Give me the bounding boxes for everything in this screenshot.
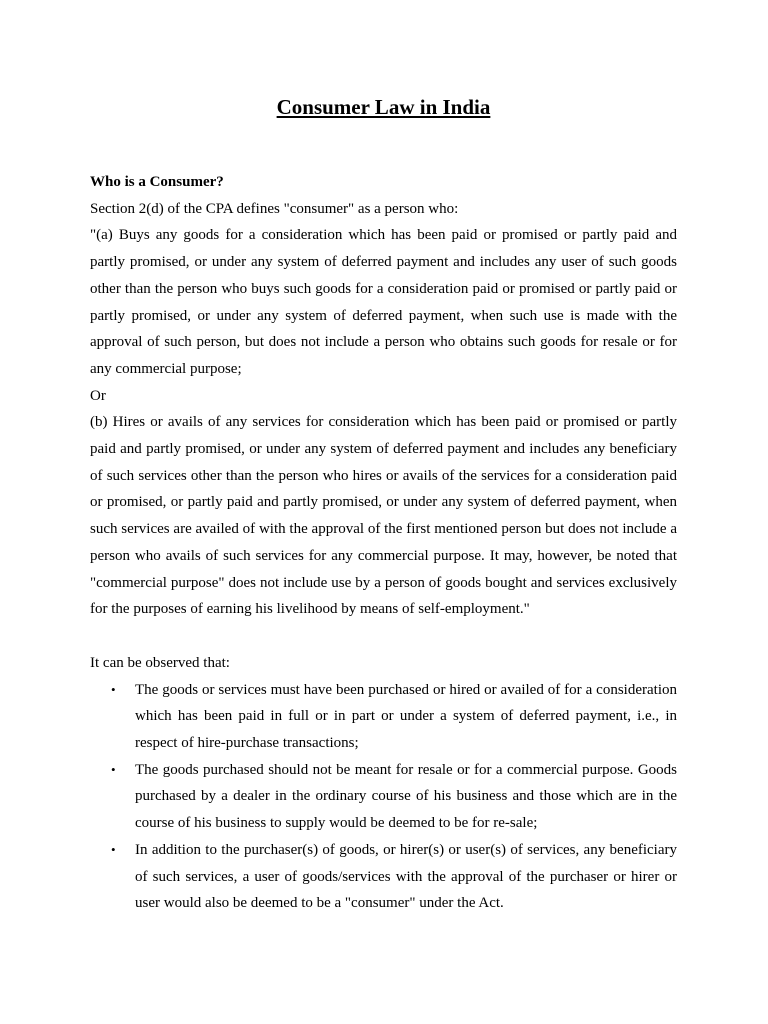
definition-intro: Section 2(d) of the CPA defines "consumer" as a person who: bbox=[90, 200, 459, 217]
list-item bbox=[111, 837, 677, 917]
or-connector: Or bbox=[90, 387, 106, 404]
observation-intro: It can be observed that: bbox=[90, 654, 230, 671]
list-item-text: The goods or services must have been purchased or hired or availed of for a consideration which has been paid in full or in part or under a system of deferred payment, i.e., in respect of hire-purchase transactions; bbox=[135, 681, 677, 752]
list-item-text: In addition to the purchaser(s) of goods, or hirer(s) or user(s) of services, any beneficiary of such services, a user of goods/services with the approval of the purchaser or hirer or user would also be deemed to be a "consumer" under the Act. bbox=[135, 841, 677, 912]
list-item bbox=[111, 677, 677, 757]
clause-a-paragraph: "(a) Buys any goods for a consideration which has been paid or promised or partly paid and partly promised, or under any system of deferred payment and includes any user of such goods other than the person who buys such goods for a consideration paid or promised or partly paid or partly promised, or under any system of deferred payment, when such use is made with the approval of such person, but does not include a person who obtains such goods for resale or for any commercial purpose; bbox=[90, 227, 677, 377]
list-item bbox=[111, 757, 677, 837]
observation-list bbox=[90, 677, 677, 917]
section-heading: Who is a Consumer? bbox=[90, 174, 224, 190]
bullet-icon: • bbox=[111, 681, 116, 697]
clause-b-paragraph: (b) Hires or avails of any services for consideration which has been paid or promised or partly paid and partly promised, or under any system of deferred payment and includes any beneficiary of such services other than the person who hires or avails of the services for a consideration paid or promised, or partly paid and partly promised, or under any system of deferred payment, when such services are availed of with the approval of the first mentioned person but does not include a person who avails of such services for any commercial purpose. It may, however, be noted that "commercial purpose" does not include use by a person of goods bought and services exclusively for the purposes of earning his livelihood by means of self-employment." bbox=[90, 414, 677, 618]
document-content bbox=[90, 92, 677, 917]
list-item-text: The goods purchased should not be meant for resale or for a commercial purpose. Goods purchased by a dealer in the ordinary course of his business and those which are in the course of his business to supply would be deemed to be for re-sale; bbox=[135, 761, 677, 832]
document-title: Consumer Law in India bbox=[276, 95, 491, 119]
bullet-icon: • bbox=[111, 761, 116, 777]
bullet-icon: • bbox=[111, 841, 116, 857]
